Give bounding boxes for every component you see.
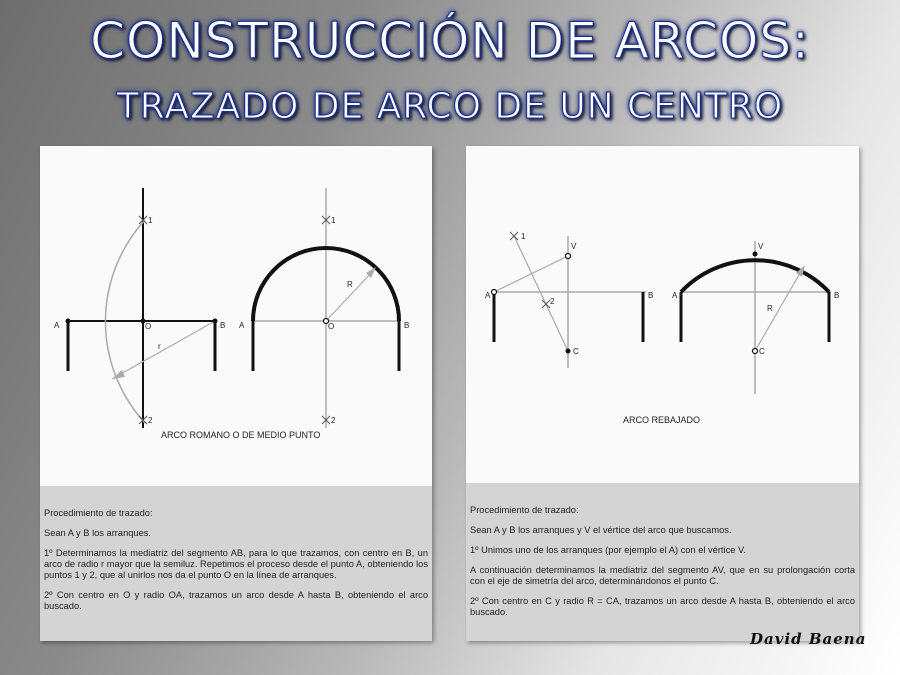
radius-r-line <box>112 321 215 379</box>
point-a3 <box>492 290 497 295</box>
procedure-step-1: 1º Unimos uno de los arranques (por ejemplo el A) con el vértice V. <box>470 545 746 555</box>
procedure-step-0: Sean A y B los arranques. <box>44 528 151 538</box>
label-2b: 2 <box>331 416 336 425</box>
label-a4: A <box>672 291 678 300</box>
label-a2: A <box>239 321 245 330</box>
procedure-step-3: 2º Con centro en C y radio R = CA, trazamos un arco desde A hasta B, obteniendo el arco buscado. <box>470 596 855 617</box>
label-a3: A <box>485 291 491 300</box>
point-c2 <box>753 349 758 354</box>
label-v: V <box>571 242 577 251</box>
point-c <box>566 349 571 354</box>
radius-R-line-2 <box>755 268 803 351</box>
label-b: B <box>220 321 226 330</box>
procedure-step-2: A continuación determinamos la mediatriz del segmento AV, que en su prolongación corta con el eje de simetría del arco, determinándonos el punto C. <box>470 565 855 586</box>
label-o2: O <box>328 322 335 331</box>
right-diagram <box>466 146 859 486</box>
label-1: 1 <box>148 216 153 225</box>
label-c2: C <box>759 347 765 356</box>
left-procedure <box>40 486 432 641</box>
label-c: C <box>573 347 579 356</box>
label-a: A <box>54 321 60 330</box>
label-2c: 2 <box>550 297 555 306</box>
procedure-title: Procedimiento de trazado: <box>44 508 153 518</box>
main-title: CONSTRUCCIÓN DE ARCOS: <box>90 12 810 70</box>
procedure-title: Procedimiento de trazado: <box>470 505 579 515</box>
left-diagram <box>40 146 432 486</box>
procedure-step-1: 1º Determinamos la mediatriz del segmento AB, para lo que trazamos, con centro en B, un arco de radio r mayor que la semiluz. Repetimos el proceso desde el punto A, obteniendo los puntos 1 y 2, que al unirlos nos da el punto O en la línea de arranques. <box>44 548 428 580</box>
label-1c: 1 <box>521 232 526 241</box>
label-v2: V <box>758 242 764 251</box>
procedure-step-2: 2º Con centro en O y radio OA, trazamos un arco desde A hasta B, obteniendo el arco buscado. <box>44 590 428 611</box>
label-2: 2 <box>148 416 153 425</box>
point-v2 <box>753 252 758 257</box>
author-signature: David Baena <box>750 630 867 648</box>
label-b4: B <box>834 291 840 300</box>
right-procedure <box>466 483 859 641</box>
radius-R-line <box>326 270 374 321</box>
bisector-line <box>514 236 568 351</box>
label-b2: B <box>404 321 410 330</box>
label-1b: 1 <box>331 216 336 225</box>
label-R2: R <box>767 304 773 313</box>
label-o: O <box>145 322 152 331</box>
line-av <box>494 256 568 292</box>
procedure-step-0: Sean A y B los arranques y V el vértice del arco que buscamos. <box>470 525 732 535</box>
point-b <box>213 319 218 324</box>
point-v <box>566 254 571 259</box>
point-a <box>66 319 71 324</box>
left-caption: ARCO ROMANO O DE MEDIO PUNTO <box>161 430 321 440</box>
label-R: R <box>347 280 353 289</box>
segmental-arch-diagram <box>466 146 859 483</box>
right-caption: ARCO REBAJADO <box>623 415 701 425</box>
left-panel <box>40 146 432 641</box>
subtitle: TRAZADO DE ARCO DE UN CENTRO <box>116 86 784 127</box>
right-panel <box>466 146 859 641</box>
label-b3: B <box>648 291 654 300</box>
label-r: r <box>158 342 161 351</box>
